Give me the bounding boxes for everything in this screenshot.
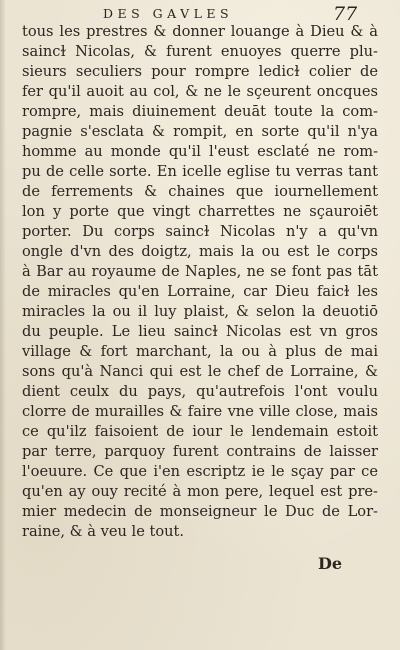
text-line: tous les prestres & donner louange à Dieu & à (22, 23, 378, 40)
text-line: mier medecin de monseigneur le Duc de Lor- (22, 503, 378, 520)
text-line: porter. Du corps saincɫ Nicolas n'y a qu'vn (22, 223, 378, 240)
text-line: de miracles qu'en Lorraine, car Dieu faicɫ les (22, 283, 378, 300)
text-line: sieurs seculiers pour rompre ledicɫ colier de (22, 63, 378, 80)
catchword: De (318, 554, 343, 573)
text-line: dient ceulx du pays, qu'autrefois l'ont voulu (22, 383, 378, 400)
text-line: ce qu'ilz faisoient de iour le lendemain estoit (22, 423, 378, 440)
text-line: lon y porte que vingt charrettes ne sçauroiēt (22, 203, 378, 220)
text-line: qu'en ay ouy recité à mon pere, lequel est pre- (22, 483, 378, 500)
text-line: ongle d'vn des doigtz, mais la ou est le corps (22, 243, 378, 260)
text-line: raine, & à veu le tout. (22, 523, 185, 540)
text-line: sons qu'à Nanci qui est le chef de Lorraine, & (22, 363, 378, 380)
text-line: clorre de murailles & faire vne ville close, mais (22, 403, 378, 420)
text-line: pagnie s'esclata & rompit, en sorte qu'il n'ya (22, 123, 378, 140)
text-line: pu de celle sorte. En icelle eglise tu verras tant (22, 163, 378, 180)
text-line: du peuple. Le lieu saincɫ Nicolas est vn gros (22, 323, 378, 340)
text-line: à Bar au royaume de Naples, ne se font pas tāt (22, 263, 378, 280)
page-edge-shadow (0, 0, 6, 650)
text-line: homme au monde qu'il l'eust esclaté ne rom- (22, 143, 378, 160)
text-line: de ferrements & chaines que iournellement (22, 183, 378, 200)
text-line: l'oeuure. Ce que i'en escriptz ie le sçay par ce (22, 463, 378, 480)
text-line: rompre, mais diuinement deuāt toute la com- (22, 103, 378, 120)
text-line: par terre, parquoy furent contrains de laisser (22, 443, 378, 460)
text-line: miracles la ou il luy plaist, & selon la deuotiō (22, 303, 378, 320)
text-line: saincɫ Nicolas, & furent enuoyes querre plu- (22, 43, 378, 60)
running-head: DES GAVLES (103, 6, 234, 21)
page-number: 77 (333, 3, 358, 25)
text-line: fer qu'il auoit au col, & ne le sçeurent oncques (22, 83, 378, 100)
text-line: village & fort marchant, la ou à plus de mai (22, 343, 378, 360)
